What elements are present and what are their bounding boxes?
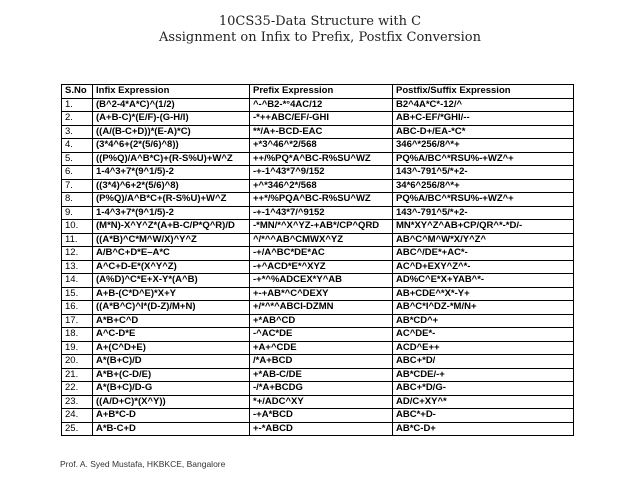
row-sno: 22.: [62, 382, 93, 396]
table-row: [62, 274, 574, 288]
table-row: [62, 98, 574, 112]
prefix-expression: +*3^46^*2/568: [250, 139, 393, 153]
table-row: [62, 328, 574, 342]
infix-expression: 1-4^3+7*(9^1/5)-2: [93, 166, 250, 180]
prefix-expression: -*++ABC/EF/-GHI: [250, 112, 393, 126]
column-header-prefix: Prefix Expression: [250, 85, 393, 99]
prefix-expression: -/*A+BCDG: [250, 382, 393, 396]
prefix-expression: **/A+-BCD-EAC: [250, 125, 393, 139]
table-header-row: [62, 85, 574, 99]
postfix-expression: PQ%A/BC^*RSU%-+WZ^+: [393, 152, 574, 166]
prefix-expression: -+^ACD*E*^XYZ: [250, 260, 393, 274]
row-sno: 6.: [62, 166, 93, 180]
postfix-expression: AB*CDE/-+: [393, 368, 574, 382]
infix-expression: A*(B+C)/D: [93, 355, 250, 369]
table-row: [62, 166, 574, 180]
row-sno: 4.: [62, 139, 93, 153]
infix-expression: (B^2-4*A*C)^(1/2): [93, 98, 250, 112]
prefix-expression: -+-1^43*7^9/152: [250, 166, 393, 180]
infix-expression: 1-4^3+7*(9^1/5)-2: [93, 206, 250, 220]
column-header-sno: S.No: [62, 85, 93, 99]
postfix-expression: ABC^/DE*+AC*-: [393, 247, 574, 261]
postfix-expression: PQ%A/BC^*RSU%-+WZ^+: [393, 193, 574, 207]
infix-expression: (A%D)^C*E+X-Y*(A^B): [93, 274, 250, 288]
table-row: [62, 139, 574, 153]
postfix-expression: AB*CD^+: [393, 314, 574, 328]
row-sno: 21.: [62, 368, 93, 382]
postfix-expression: ABC+*D/G-: [393, 382, 574, 396]
postfix-expression: AB^C^M^W*X/Y^Z^: [393, 233, 574, 247]
table-row: [62, 368, 574, 382]
document-subtitle: Assignment on Infix to Prefix, Postfix Conversion: [159, 30, 481, 45]
table-row: [62, 287, 574, 301]
infix-expression: A/B^C+D*E–A*C: [93, 247, 250, 261]
postfix-expression: 143^-791^5/*+2-: [393, 166, 574, 180]
row-sno: 15.: [62, 287, 93, 301]
postfix-expression: ABC+*D/: [393, 355, 574, 369]
prefix-expression: +/*^*^ABCI-DZMN: [250, 301, 393, 315]
row-sno: 7.: [62, 179, 93, 193]
table-row: [62, 206, 574, 220]
postfix-expression: AC^D+EXY^Z^*-: [393, 260, 574, 274]
prefix-expression: ^/*^^AB^CMWX^YZ: [250, 233, 393, 247]
postfix-expression: AB^C*I^DZ-*M/N+: [393, 301, 574, 315]
table-row: [62, 112, 574, 126]
table-row: [62, 314, 574, 328]
table-row: [62, 382, 574, 396]
table-row: [62, 233, 574, 247]
infix-expression: (P%Q)/A^B*C+(R-S%U)+W^Z: [93, 193, 250, 207]
table-row: [62, 260, 574, 274]
postfix-expression: AD%C^E*X+YAB^*-: [393, 274, 574, 288]
postfix-expression: AB+CDE^*X*-Y+: [393, 287, 574, 301]
prefix-expression: +-*ABCD: [250, 422, 393, 436]
infix-expression: A*B+C^D: [93, 314, 250, 328]
prefix-expression: -^AC*DE: [250, 328, 393, 342]
infix-expression: A*B-C+D: [93, 422, 250, 436]
prefix-expression: -+/A^BC*DE*AC: [250, 247, 393, 261]
table-body: [62, 98, 574, 436]
footer-credit: Prof. A. Syed Mustafa, HKBKCE, Bangalore: [60, 459, 226, 469]
row-sno: 8.: [62, 193, 93, 207]
infix-expression: ((A*B^C)^I*(D-Z)/M+N): [93, 301, 250, 315]
prefix-expression: +-+AB*^C^DEXY: [250, 287, 393, 301]
row-sno: 5.: [62, 152, 93, 166]
infix-expression: (3*4^6+(2*(5/6)^8)): [93, 139, 250, 153]
row-sno: 13.: [62, 260, 93, 274]
row-sno: 3.: [62, 125, 93, 139]
postfix-expression: AD/C+XY^*: [393, 395, 574, 409]
row-sno: 12.: [62, 247, 93, 261]
postfix-expression: 346^*256/8^*+: [393, 139, 574, 153]
column-header-postfix: Postfix/Suffix Expression: [393, 85, 574, 99]
table-row: [62, 355, 574, 369]
table-row: [62, 220, 574, 234]
row-sno: 18.: [62, 328, 93, 342]
postfix-expression: AC^DE*-: [393, 328, 574, 342]
document-title: 10CS35-Data Structure with C: [218, 14, 422, 29]
table-row: [62, 341, 574, 355]
postfix-expression: AB*C-D+: [393, 422, 574, 436]
postfix-expression: ABC*+D-: [393, 409, 574, 423]
prefix-expression: ++*/%PQA^BC-R%SU^WZ: [250, 193, 393, 207]
infix-expression: A^C+D-E*(X^Y^Z): [93, 260, 250, 274]
postfix-expression: 143^-791^5/*+2-: [393, 206, 574, 220]
prefix-expression: *+/ADC^XY: [250, 395, 393, 409]
prefix-expression: ++/%PQ*A^BC-R%SU^WZ: [250, 152, 393, 166]
postfix-expression: ACD^E++: [393, 341, 574, 355]
prefix-expression: -+A*BCD: [250, 409, 393, 423]
table-row: [62, 179, 574, 193]
table-row: [62, 395, 574, 409]
row-sno: 20.: [62, 355, 93, 369]
postfix-expression: ABC-D+/EA-*C*: [393, 125, 574, 139]
postfix-expression: MN*XY^Z^AB+CP/QR^*-*D/-: [393, 220, 574, 234]
infix-expression: A+B*C-D: [93, 409, 250, 423]
table-row: [62, 125, 574, 139]
row-sno: 1.: [62, 98, 93, 112]
row-sno: 23.: [62, 395, 93, 409]
prefix-expression: -+-1^43*7/^9152: [250, 206, 393, 220]
prefix-expression: +*AB-C/DE: [250, 368, 393, 382]
postfix-expression: AB+C-EF/*GHI/--: [393, 112, 574, 126]
table-row: [62, 193, 574, 207]
prefix-expression: ^-^B2-*°4AC/12: [250, 98, 393, 112]
conversion-table: [61, 84, 574, 436]
row-sno: 25.: [62, 422, 93, 436]
table-row: [62, 152, 574, 166]
postfix-expression: 34*6^256/8^*+: [393, 179, 574, 193]
table-row: [62, 409, 574, 423]
prefix-expression: -+*^%ADCEX*Y^AB: [250, 274, 393, 288]
row-sno: 16.: [62, 301, 93, 315]
prefix-expression: /*A+BCD: [250, 355, 393, 369]
infix-expression: ((3*4)^6+2*(5/6)^8): [93, 179, 250, 193]
row-sno: 17.: [62, 314, 93, 328]
row-sno: 2.: [62, 112, 93, 126]
row-sno: 14.: [62, 274, 93, 288]
row-sno: 10.: [62, 220, 93, 234]
infix-expression: ((A/(B-C+D))*(E-A)*C): [93, 125, 250, 139]
table-row: [62, 301, 574, 315]
infix-expression: (A+B-C)*(E/F)-(G-H/I): [93, 112, 250, 126]
table-row: [62, 247, 574, 261]
infix-expression: A+(C^D+E): [93, 341, 250, 355]
row-sno: 9.: [62, 206, 93, 220]
prefix-expression: +^*346^2*/568: [250, 179, 393, 193]
infix-expression: A^C-D*E: [93, 328, 250, 342]
infix-expression: (M*N)-X^Y^Z*(A+B-C/P*Q^R)/D: [93, 220, 250, 234]
prefix-expression: +*AB^CD: [250, 314, 393, 328]
prefix-expression: +A+^CDE: [250, 341, 393, 355]
table-row: [62, 422, 574, 436]
row-sno: 24.: [62, 409, 93, 423]
infix-expression: A*B+(C-D/E): [93, 368, 250, 382]
infix-expression: ((P%Q)/A^B*C)+(R-S%U)+W^Z: [93, 152, 250, 166]
row-sno: 19.: [62, 341, 93, 355]
prefix-expression: -*MN/*^X^YZ-+AB*/CP^QRD: [250, 220, 393, 234]
infix-expression: A*(B+C)/D-G: [93, 382, 250, 396]
infix-expression: A+B-(C*D^E)*X+Y: [93, 287, 250, 301]
postfix-expression: B2^4A*C*-12/^: [393, 98, 574, 112]
column-header-infix: Infix Expression: [93, 85, 250, 99]
infix-expression: ((A*B)^C*M^W/X)^Y^Z: [93, 233, 250, 247]
row-sno: 11.: [62, 233, 93, 247]
infix-expression: ((A/D+C)*(X^Y)): [93, 395, 250, 409]
